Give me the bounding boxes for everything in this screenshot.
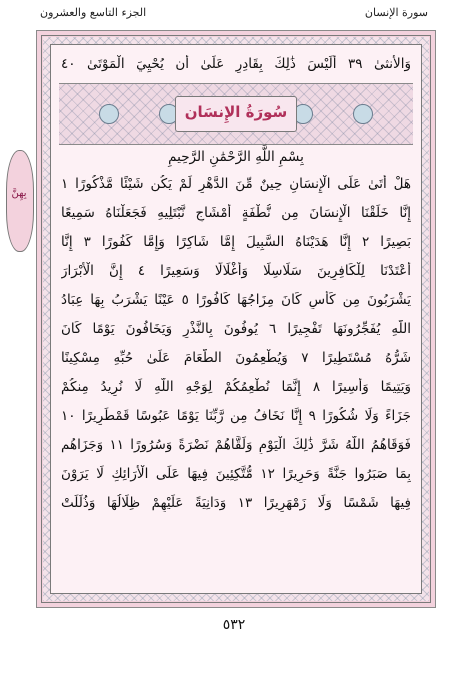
verse-line: شَرُّهُ مُسْتَطِيرًا ٧ وَيُطْعِمُونَ الطَّعَامَ عَلَىٰ حُبِّهِ مِسْكِينًا	[61, 350, 411, 366]
page-number: ٥٣٢	[222, 617, 246, 633]
verse-line: فِيهَا شَمْسًا وَلَا زَمْهَرِيرًا ١٣ وَدَانِيَةً عَلَيْهِمْ ظِلَالُهَا وَذُلِّلَتْ	[61, 495, 411, 511]
juz-header: الجزء التاسع والعشرون	[40, 6, 147, 19]
basmala: بِسْمِ اللَّهِ الرَّحْمَٰنِ الرَّحِيمِ	[168, 149, 304, 165]
verse-line: بَصِيرًا ٢ إِنَّا هَدَيْنَاهُ السَّبِيلَ إِمَّا شَاكِرًا وَإِمَّا كَفُورًا ٣ إِنَّا	[61, 234, 411, 250]
sura-title: سُورَةُ الإِنسَان	[184, 103, 288, 121]
verse-line: يَشْرَبُونَ مِن كَأْسٍ كَانَ مِزَاجُهَا كَافُورًا ٥ عَيْنًا يَشْرَبُ بِهَا عِبَادُ	[61, 292, 411, 308]
verse-line: أَعْتَدْنَا لِلْكَافِرِينَ سَلَاسِلَا وَأَغْلَالًا وَسَعِيرًا ٤ إِنَّ الْأَبْرَارَ	[61, 263, 411, 279]
text-area	[53, 47, 419, 591]
flower-ornament-icon	[353, 104, 373, 124]
juz-marker-shape	[6, 150, 34, 252]
verse-line: فَوَقَاهُمُ اللَّهُ شَرَّ ذَٰلِكَ الْيَوْمِ وَلَقَّاهُمْ نَضْرَةً وَسُرُورًا ١١ وَجَزَاهُم	[61, 437, 411, 453]
previous-verse-line: وَالأنثىٰ ٣٩ أَلَيْسَ ذَٰلِكَ بِقَادِرٍ عَلَىٰ أَن يُحْيِيَ الْمَوْتَىٰ ٤٠	[61, 56, 411, 72]
page-frame	[36, 30, 436, 608]
flower-ornament-icon	[99, 104, 119, 124]
verse-line: هَلْ أَتَىٰ عَلَى الْإِنسَانِ حِينٌ مِّنَ الدَّهْرِ لَمْ يَكُن شَيْئًا مَّذْكُورًا ١	[61, 176, 411, 192]
juz-marker	[6, 150, 32, 250]
verse-line: اللَّهِ يُفَجِّرُونَهَا تَفْجِيرًا ٦ يُوفُونَ بِالنَّذْرِ وَيَخَافُونَ يَوْمًا كَانَ	[61, 321, 411, 337]
sura-header: سورة الإنسان	[364, 6, 428, 19]
sura-title-box	[175, 96, 297, 132]
verse-line: وَيَتِيمًا وَأَسِيرًا ٨ إِنَّمَا نُطْعِمُكُمْ لِوَجْهِ اللَّهِ لَا نُرِيدُ مِنكُمْ	[61, 379, 411, 395]
verse-line: بِمَا صَبَرُوا جَنَّةً وَحَرِيرًا ١٢ مُّتَّكِئِينَ فِيهَا عَلَى الْأَرَائِكِ لَا يَرَوْنَ	[61, 466, 411, 482]
verse-line: إِنَّا خَلَقْنَا الْإِنسَانَ مِن نُّطْفَةٍ أَمْشَاجٍ نَّبْتَلِيهِ فَجَعَلْنَاهُ سَمِيعًا	[61, 205, 411, 221]
juz-marker-label: بِهِنَّ	[11, 188, 27, 199]
sura-header-band	[59, 83, 413, 145]
verse-line: جَزَاءً وَلَا شُكُورًا ٩ إِنَّا نَخَافُ مِن رَّبِّنَا يَوْمًا عَبُوسًا قَمْطَرِيرًا ١٠	[61, 408, 411, 424]
